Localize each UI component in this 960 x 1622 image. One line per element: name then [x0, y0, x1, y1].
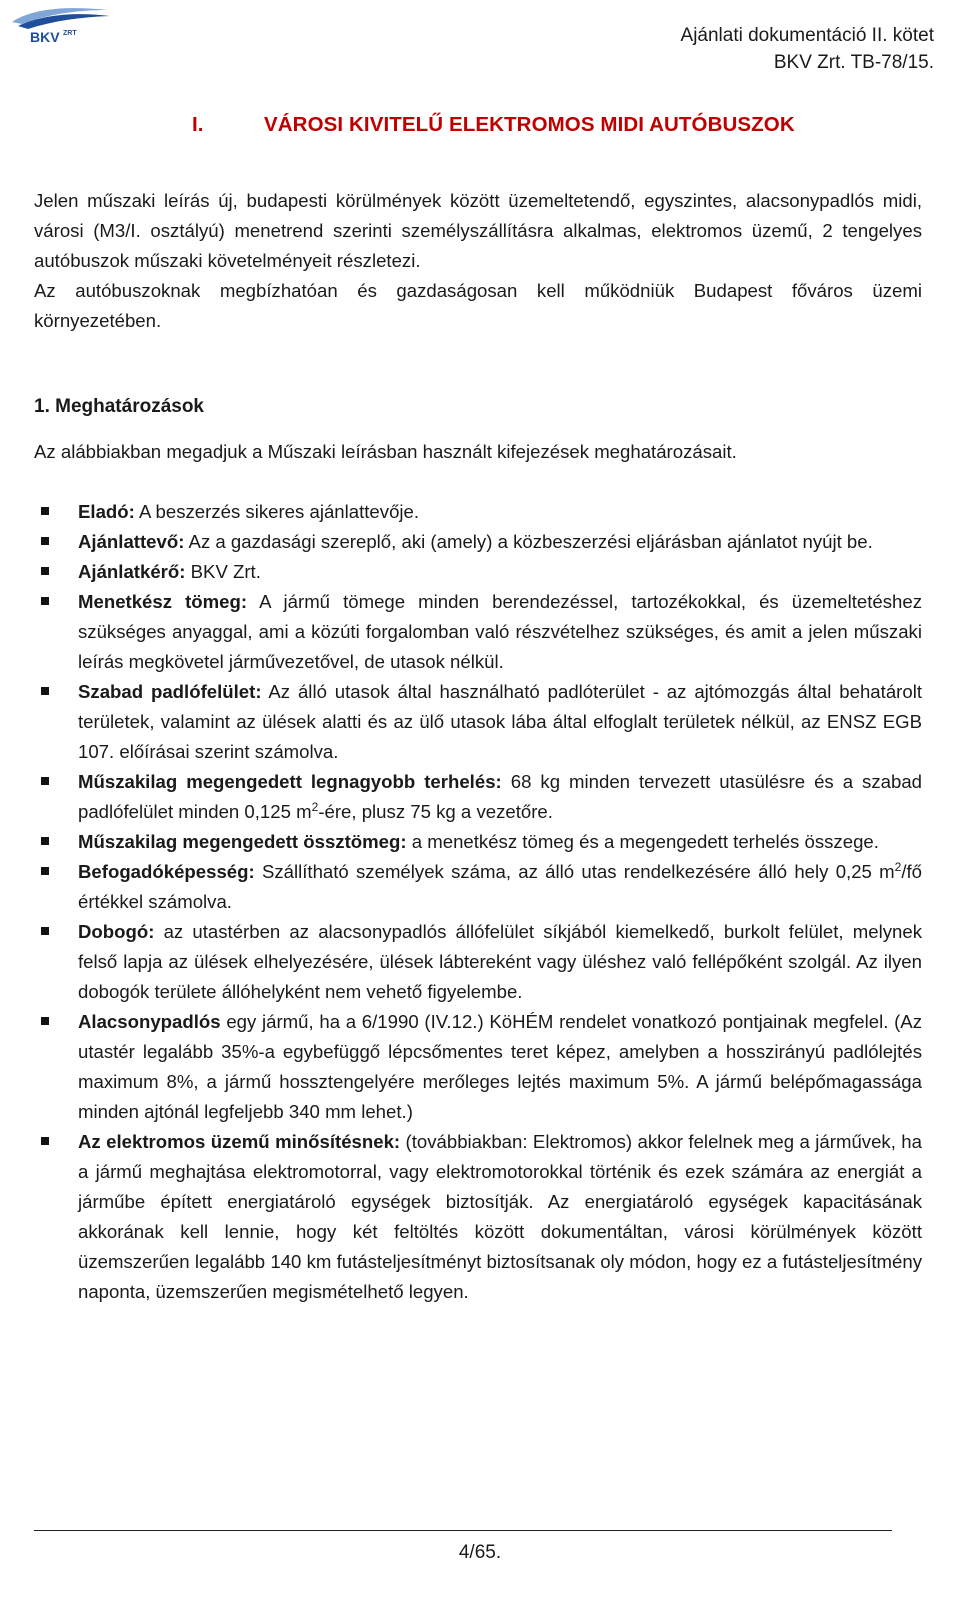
- definition-item: [34, 827, 922, 857]
- definition-list: [34, 497, 922, 1307]
- intro: [34, 186, 922, 336]
- definition-text: a menetkész tömeg és a megengedett terhelés összege.: [406, 831, 879, 852]
- definition-term: Dobogó:: [78, 921, 155, 942]
- definition-item: [34, 587, 922, 677]
- title-number: I.: [192, 113, 204, 136]
- svg-text:BKV: BKV: [30, 29, 60, 45]
- definition-term: Műszakilag megengedett legnagyobb terhelés:: [78, 771, 502, 792]
- definition-term: Menetkész tömeg:: [78, 591, 248, 612]
- svg-text:ZRT: ZRT: [63, 30, 77, 37]
- page-number: 4/65.: [458, 1542, 502, 1563]
- definition-item: [34, 1007, 922, 1127]
- definition-item: [34, 857, 922, 917]
- definition-text: egy jármű, ha a 6/1990 (IV.12.) KöHÉM rendelet vonatkozó pontjainak megfelel. (Az utastér legalább 35%-a egybefüggő lépcsőmentes teret képez, amelyben a hosszirányú padlólejtés maximum 8%, a jármű hossztengelyére merőleges lejtés maximum 5%. A jármű belépőmagassága minden ajtónál legfeljebb 340 mm lehet.): [78, 1011, 922, 1122]
- definition-text: Az álló utasok által használható padlóterület - az ajtómozgás által behatárolt területek, valamint az ülések alatti és az ülő utasok lába által elfoglalt területek nélkül, az ENSZ EGB 107. előírásai szerint számolva.: [78, 681, 922, 762]
- superscript: 2: [894, 859, 902, 874]
- definition-item: [34, 767, 922, 827]
- definition-term: Az elektromos üzemű minősítésnek:: [78, 1131, 401, 1152]
- definition-term: Szabad padlófelület:: [78, 681, 262, 702]
- definition-term: Ajánlatkérő:: [78, 561, 186, 582]
- title-text: VÁROSI KIVITELŰ ELEKTROMOS MIDI AUTÓBUSZOK: [264, 113, 795, 136]
- definition-text: A beszerzés sikeres ajánlattevője.: [134, 501, 420, 522]
- definition-term: Befogadóképesség:: [78, 861, 255, 882]
- definition-term: Műszakilag megengedett össztömeg:: [78, 831, 407, 852]
- header-doc-title: Ajánlati dokumentáció II. kötet: [680, 25, 934, 46]
- section-intro: [34, 437, 922, 467]
- page-title: [192, 113, 795, 137]
- definition-item: [34, 527, 922, 557]
- header-doc-info: [681, 22, 934, 76]
- definition-text: Az a gazdasági szereplő, aki (amely) a közbeszerzési eljárásban ajánlatot nyújt be.: [184, 531, 873, 552]
- header-doc-ref: BKV Zrt. TB-78/15.: [773, 52, 934, 73]
- definition-item: [34, 1127, 922, 1307]
- definition-text-cont: /fő értékkel számolva.: [78, 861, 922, 912]
- definition-text: Szállítható személyek száma, az álló utas rendelkezésére álló hely 0,25 m: [254, 861, 895, 882]
- definition-term: Ajánlattevő:: [78, 531, 185, 552]
- definition-text-cont: -ére, plusz 75 kg a vezetőre.: [318, 801, 553, 822]
- intro-paragraph-1: Jelen műszaki leírás új, budapesti körülmények között üzemeltetendő, egyszintes, alacsonypadlós midi, városi (M3/I. osztályú) menetrend szerinti személyszállításra alkalmas, elektromos üzemű, 2 tengelyes autóbuszok műszaki követelményeit részletezi.: [34, 190, 922, 271]
- definition-text: (továbbiakban: Elektromos) akkor felelnek meg a járművek, ha a jármű meghajtása elektromotorral, vagy elektromotorokkal történik és ezek számára az energiát a járműbe épített energiatároló egységek biztosítják. Az energiatároló egységek kapacitásának akkorának kell lennie, hogy két feltöltés között dokumentáltan, városi körülmények között üzemszerűen legalább 140 km futásteljesítményt biztosítsanak oly módon, hogy ez a futásteljesítmény naponta, üzemszerűen megismételhető legyen.: [78, 1131, 922, 1302]
- definition-text: az utastérben az alacsonypadlós állófelület síkjából kiemelkedő, burkolt felület, melynek felső lapja az ülések elhelyezésére, ülések lábtereként vagy üléshez való fellépőként szolgál. Az ilyen dobogók területe állóhelyként nem vehető figyelembe.: [78, 921, 922, 1002]
- page-header: [0, 0, 960, 90]
- definition-term: Alacsonypadlós: [78, 1011, 221, 1032]
- definition-text: 68 kg minden tervezett utasülésre és a szabad padlófelület minden 0,125 m: [78, 771, 922, 822]
- definition-text: A jármű tömege minden berendezéssel, tartozékokkal, és üzemeltetéshez szükséges anyaggal, ami a közúti forgalomban való részvételhez szükséges, és amit a jelen műszaki leírás megkövetel járművezetővel, de utasok nélkül.: [78, 591, 923, 672]
- definition-item: [34, 497, 922, 527]
- definition-item: [34, 557, 922, 587]
- definition-item: [34, 677, 922, 767]
- definition-item: [34, 917, 922, 1007]
- definition-term: Eladó:: [78, 501, 135, 522]
- superscript: 2: [311, 799, 319, 814]
- definition-text: BKV Zrt.: [185, 561, 261, 582]
- section-intro-text: Az alábbiakban megadjuk a Műszaki leírásban használt kifejezések meghatározásait.: [34, 441, 737, 462]
- intro-paragraph-2: Az autóbuszoknak megbízhatóan és gazdaságosan kell működniük Budapest főváros üzemi környezetében.: [34, 280, 922, 331]
- footer-divider: [34, 1530, 892, 1531]
- bkv-logo: [8, 4, 113, 46]
- section-heading: 1. Meghatározások: [34, 396, 204, 417]
